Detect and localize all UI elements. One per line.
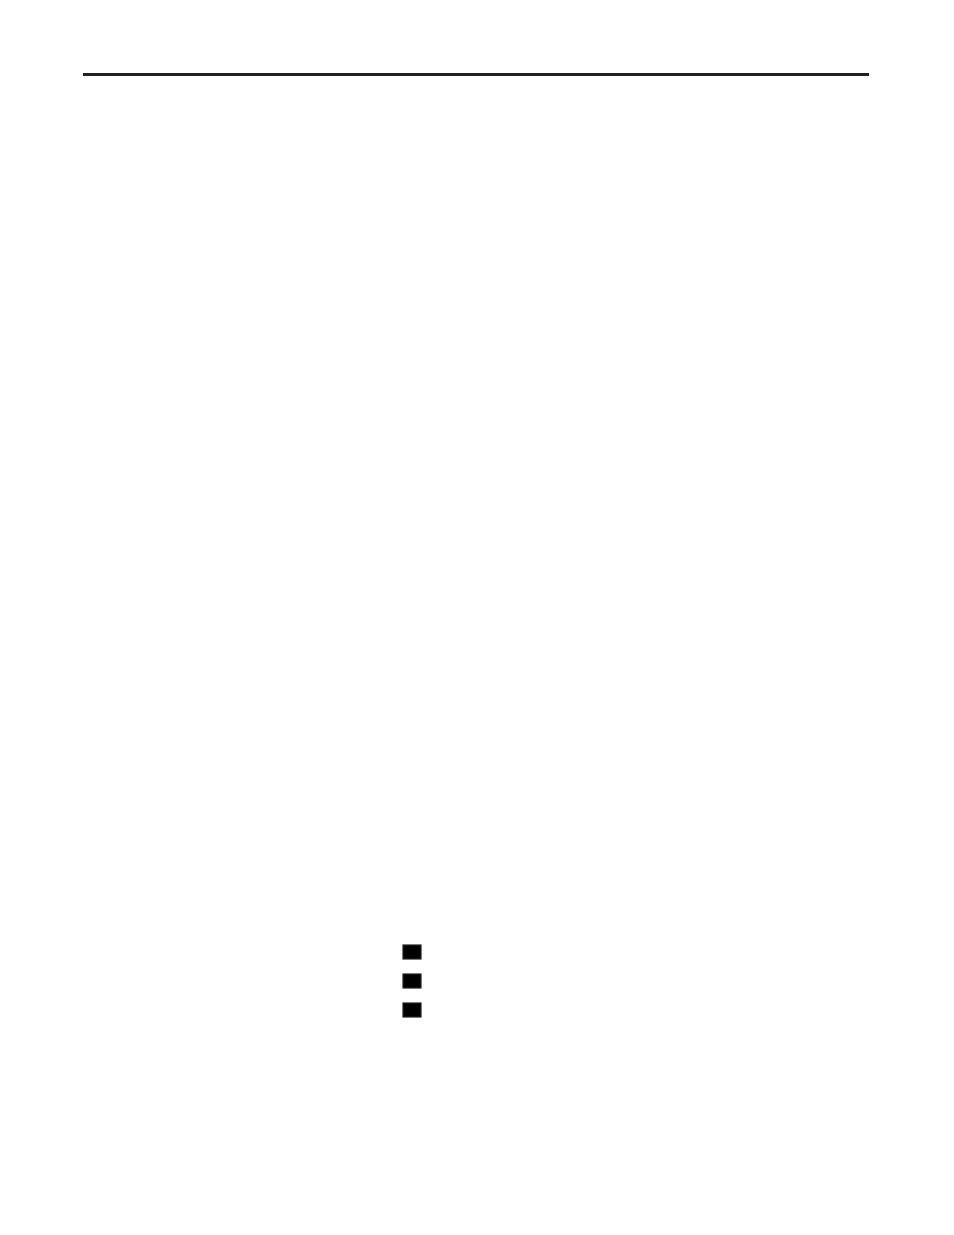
- legend-swatch-no-trip: [403, 945, 421, 959]
- legend-swatch-can-trip: [403, 974, 421, 988]
- legend-swatch-trip-zone: [403, 1003, 421, 1017]
